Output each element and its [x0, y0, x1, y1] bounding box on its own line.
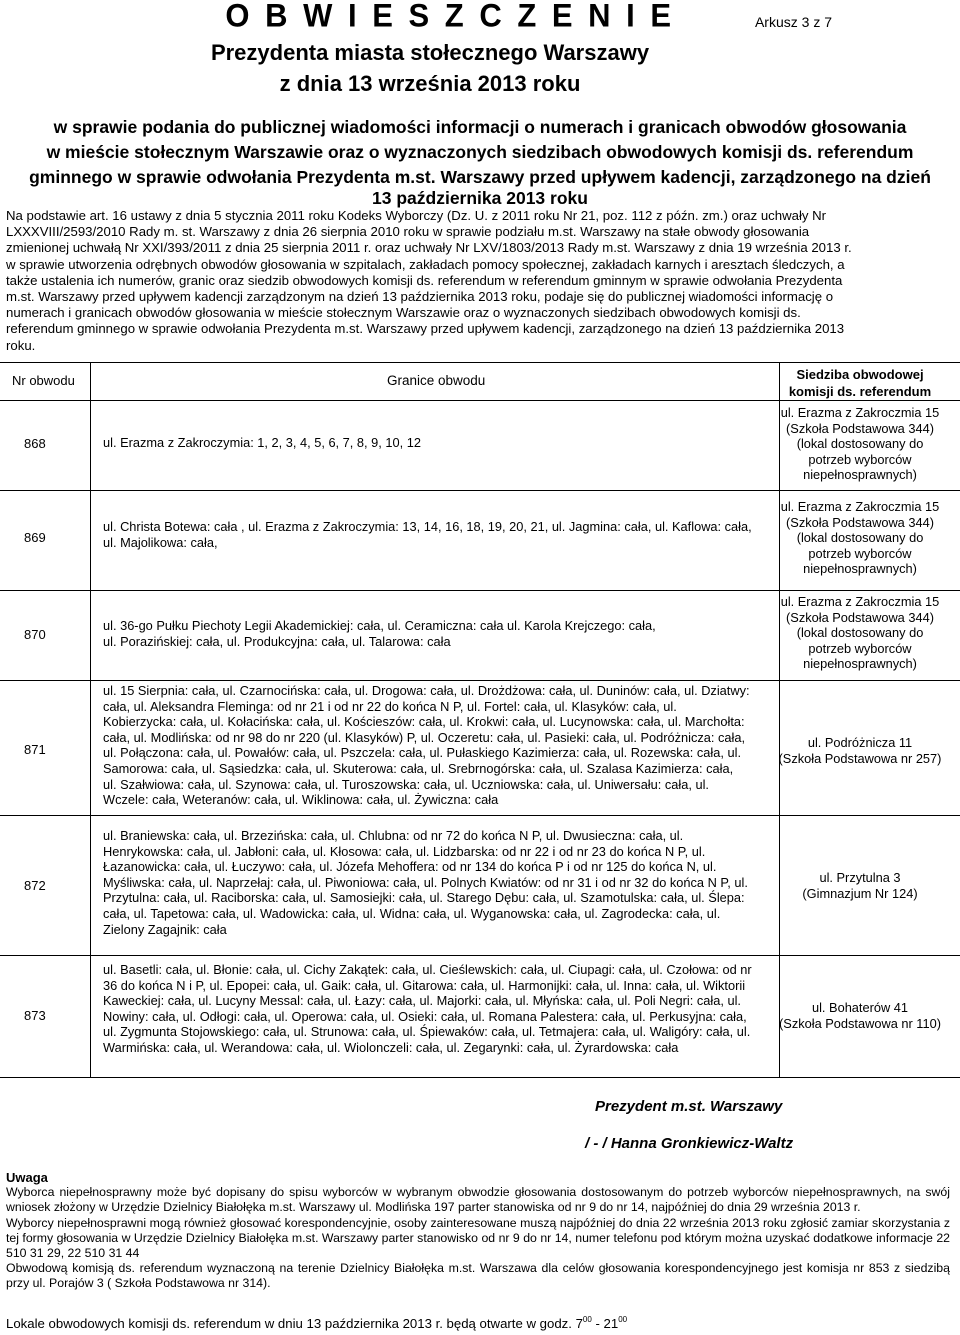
district-number: 869 — [24, 530, 46, 545]
note-paragraph: Wyborca niepełnosprawny może być dopisany do spisu wyborców w wybranym obwodzie głosowania dostosowanym do potrzeb wyborców niepełnosprawnych, na swój wniosek złożony w Urzędzie Dzielnicy Białołęka m.st. Warszawy ul. Modlińska 197 parter stanowiska od nr 9 do nr 14, najpóźniej do dnia 29 września 2013 r. — [6, 1185, 950, 1215]
subject-line-2: w mieście stołecznym Warszawie oraz o wyznaczonych siedzibach obwodowych komisji ds. referendum — [46, 142, 914, 162]
issue-date: z dnia 13 września 2013 roku — [279, 71, 581, 96]
intro-line: referendum gminnego w sprawie odwołania Prezydenta m.st. Warszawy przed upływem kadencji, zarządzonego na dzień 13 października 2013 — [6, 321, 845, 337]
signature-name: / - / Hanna Gronkiewicz-Waltz — [585, 1135, 794, 1152]
subject-line-1: w sprawie podania do publicznej wiadomości informacji o numerach i granicach obwodów głosowania — [53, 117, 907, 137]
intro-line: zmienionej uchwałą Nr XXI/393/2011 z dnia 25 sierpnia 2011 r. oraz uchwały Nr LXV/1803/2013 Rady m.st. Warszawy z dnia 19 września 2013 r. — [6, 240, 852, 256]
note-paragraph: Obwodową komisją ds. referendum wyznaczoną na terenie Dzielnicy Białołęka m.st. Warszawa dla celów głosowania korespondencyjnego jest komisja nr 853 z siedzibą przy ul. Porajów 3 ( Szkoła Podstawowa nr 314). — [6, 1261, 950, 1291]
subject-line-3: gminnego w sprawie odwołania Prezydenta m.st. Warszawy przed upływem kadencji, zarządzonego na dzień — [29, 167, 931, 187]
column-header-number: Nr obwodu — [12, 373, 75, 388]
sheet-number: Arkusz 3 z 7 — [754, 14, 832, 30]
intro-line: LXXXVIII/2593/2010 Rady m. st. Warszawy z dnia 26 sierpnia 2010 roku w sprawie podziału m.st. Warszawy na stałe obwody głosowania — [6, 224, 810, 240]
intro-line: m.st. Warszawy przed upływem kadencji zarządzonym na dzień 13 października 2013 roku, podaje się do publicznej wiadomości informację o — [6, 289, 834, 305]
intro-line: numerach i granicach obwodów głosowania w mieście stołecznym Warszawie oraz o wyznaczonych siedzibach obwodowych komisji ds. — [6, 305, 801, 321]
intro-line: w sprawie utworzenia odrębnych obwodów głosowania w szpitalach, zakładach pomocy społecznej, zakładach karnych i aresztach śledczych, a — [6, 256, 845, 272]
opening-hours: Lokale obwodowych komisji ds. referendum w dniu 13 października 2013 r. będą otwarte w godz. $7^{00} - 21^{00}$ — [6, 1315, 628, 1331]
subject-line-4: 13 października 2013 roku — [372, 188, 588, 208]
district-bounds: ul. 15 Sierpnia: cała, ul. Czarnocińska: cała, ul. Drogowa: cała, ul. Drożdżowa: cała, ul. Duninów: cała, ul. Dziatwy: cała, ul. Aleksandra Fleminga: od nr 21 i od nr 22 do końca N P, ul. Fortel: cała, ul. Klasyków: cała, ul. Kobierzycka: cała, ul. Kołacińska: cała, ul. Kościeszów: cała, ul. Krokwi: cała, ul. Lucynowska: cała, ul. Marchołta: cała, ul. Modlińska: od nr 98 do nr 220 (ul. Klasyków) P, ul. Oczeretu: cała, ul. Pasieki: cała, ul. Podróżnicza: cała, ul. Połączona: cała, ul. Powałów: cała, ul. Pszczela: cała, ul. Pułaskiego Kazimierza: cała, ul. Rozewska: cała, ul. Samorowa: cała, ul. Sąsiedzka: cała, ul. Skuterowa: cała, ul. Srebrnogórska: cała, ul. Szalasa Kazimierza: cała, ul. Szałwiowa: cała, ul. Szynowa: cała, ul. Turoszowska: cała, ul. Uczniowska: cała, ul. Uniwersału: cała, ul. Wczele: cała, Weteranów: cała, ul. Wiklinowa: cała, ul. Żywiczna: cała — [103, 683, 750, 808]
column-header-bounds: Granice obwodu — [387, 373, 486, 388]
district-seat: ul. Przytulna 3 (Gimnazjum Nr 124) — [802, 870, 918, 901]
legal-basis — [6, 208, 950, 354]
district-bounds: ul. Erazma z Zakroczymia: 1, 2, 3, 4, 5, 6, 7, 8, 9, 10, 12 — [103, 435, 421, 450]
intro-line: roku. — [6, 337, 36, 353]
column-header-seat: Siedziba obwodowej komisji ds. referendum — [788, 367, 932, 399]
intro-line: Na podstawie art. 16 ustawy z dnia 5 stycznia 2011 roku Kodeks Wyborczy (Dz. U. z 2011 roku Nr 21, poz. 112 z późn. zm.) oraz uchwały Nr — [6, 208, 827, 223]
district-number: 868 — [24, 436, 46, 451]
notes-heading: Uwaga — [6, 1170, 48, 1185]
district-seat: ul. Bohaterów 41 (Szkoła Podstawowa nr 110) — [779, 1000, 941, 1031]
district-seat: ul. Erazma z Zakroczmia 15 (Szkoła Podstawowa 344) (lokal dostosowany do potrzeb wyborców niepełnosprawnych) — [780, 499, 940, 577]
note-paragraph: Wyborcy niepełnosprawni mogą również głosować korespondencyjnie, osoby zainteresowane muszą najpóźniej do dnia 22 września 2013 roku zgłosić zamiar skorzystania z tej formy głosowania w Urzędzie Dzielnicy Białołęka m.st. Warszawy parter stanowisko od nr 9 do nr 14, numer telefonu pod którym można uzyskać dodatkowe informacje 22 510 31 29, 22 510 31 44 — [6, 1215, 950, 1261]
district-seat: ul. Erazma z Zakroczmia 15 (Szkoła Podstawowa 344) (lokal dostosowany do potrzeb wyborców niepełnosprawnych) — [780, 405, 940, 483]
district-number: 870 — [24, 627, 46, 642]
district-seat: ul. Podróżnicza 11 (Szkoła Podstawowa nr 257) — [778, 735, 942, 766]
district-bounds: ul. 36-go Pułku Piechoty Legii Akademickiej: cała, ul. Ceramiczna: cała ul. Karola Krejczego: cała, ul. Porazińskiej: cała, ul. Produkcyjna: cała, ul. Talarowa: cała — [103, 618, 656, 649]
district-bounds: ul. Basetli: cała, ul. Błonie: cała, ul. Cichy Zakątek: cała, ul. Cieślewskich: cała, ul. Ciupagi: cała, ul. Czołowa: od nr 36 do końca N i P, ul. Epopei: cała, ul. Gaik: cała, ul. Gitarowa: cała, ul. Harmonijki: cała, ul. Inna: cała, ul. Wiktorii Kaweckiej: cała, ul. Lucyny Messal: cała, ul. Łazy: cała, ul. Majorki: cała, ul. Młyńska: cała, ul. Poli Negri: cała, ul. Nowiny: cała, ul. Odłogi: cała, ul. Operowa: cała, ul. Osieki: cała, ul. Romana Palestera: cała, ul. Perkusyjna: cała, ul. Zygmunta Stojowskiego: cała, ul. Strunowa: cała, ul. Śpiewaków: cała, ul. Tetmajera: cała, ul. Waligóry: cała, ul. Warmińska: cała, ul. Werandowa: cała, ul. Wiolonczeli: cała, ul. Zegarynki: cała, ul. Żyrardowska: cała — [103, 962, 752, 1055]
district-number: 873 — [24, 1008, 46, 1023]
district-number: 872 — [24, 878, 46, 893]
intro-line: także ustalenia ich numerów, granic oraz siedzib obwodowych komisji ds. referendum w referendum gminnym w sprawie odwołania Prezydenta — [6, 272, 843, 288]
notice-title: O B W I E S Z C Z E N I E — [225, 0, 675, 34]
signature-title: Prezydent m.st. Warszawy — [595, 1098, 783, 1115]
district-bounds: ul. Christa Botewa: cała , ul. Erazma z Zakroczymia: 13, 14, 16, 18, 19, 20, 21, ul. Jagmina: cała, ul. Kaflowa: cała, ul. Majolikowa: cała, — [103, 519, 752, 550]
district-number: 871 — [24, 742, 46, 757]
notes-section — [6, 1170, 950, 1292]
issuer-title: Prezydenta miasta stołecznego Warszawy — [210, 40, 650, 65]
district-seat: ul. Erazma z Zakroczmia 15 (Szkoła Podstawowa 344) (lokal dostosowany do potrzeb wyborców niepełnosprawnych) — [780, 594, 940, 672]
district-bounds: ul. Braniewska: cała, ul. Brzezińska: cała, ul. Chlubna: od nr 72 do końca N P, ul. Dwusieczna: cała, ul. Henrykowska: cała, ul. Jabłoni: cała, ul. Kłosowa: cała, ul. Lidzbarska: od nr 22 i od nr 23 do końca N P, ul. Łazanowicka: cała, ul. Łuczywo: cała, ul. Józefa Mehoffera: od nr 134 do końca P i od nr 125 do końca N, ul. Myśliwska: cała, ul. Naprzełaj: cała, ul. Piwoniowa: cała, ul. Polnych Kwiatów: od nr 31 i od nr 32 do końca N P, ul. Przytulna: cała, ul. Raciborska: cała, ul. Samosiejki: cała, ul. Starego Dębu: cała, ul. Szamotulska: cała, ul. Ślepa: cała, ul. Tapetowa: cała, ul. Wadowicka: cała, ul. Widna: cała, ul. Wyganowska: cała, ul. Zagrodecka: cała, ul. Zielony Zagajnik: cała — [103, 828, 748, 937]
